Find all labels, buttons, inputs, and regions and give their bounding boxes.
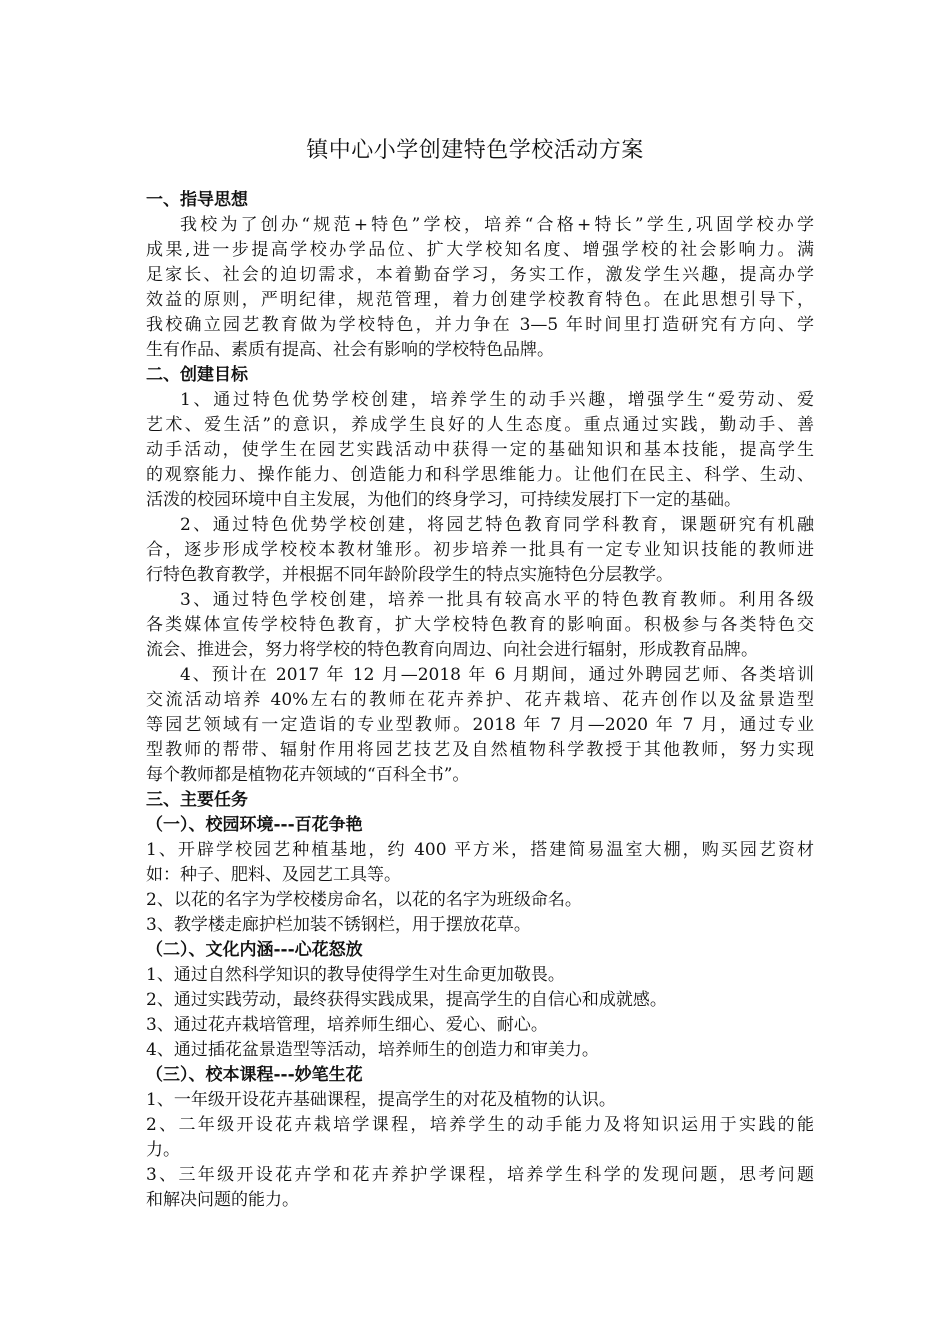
text-line: 合，逐步形成学校校本教材雏形。初步培养一批具有一定专业知识技能的教师进: [146, 540, 814, 560]
text-line: 和解决问题的能力。: [146, 1190, 299, 1210]
text-line: 2、通过实践劳动，最终获得实践成果，提高学生的自信心和成就感。: [146, 990, 667, 1010]
text-line: 各类媒体宣传学校特色教育，扩大学校特色教育的影响面。积极参与各类特色交: [146, 615, 814, 635]
text-line: 每个教师都是植物花卉领域的“百科全书”。: [146, 765, 470, 785]
text-line: 型教师的帮带、辐射作用将园艺技艺及自然植物科学教授于其他教师，努力实现: [146, 740, 814, 760]
text-line: 的观察能力、操作能力、创造能力和科学思维能力。让他们在民主、科学、生动、: [146, 465, 814, 485]
document-title: 镇中心小学创建特色学校活动方案: [306, 138, 644, 163]
text-line: 行特色教育教学，并根据不同年龄阶段学生的特点实施特色分层教学。: [146, 565, 673, 585]
text-line: 成果,进一步提高学校办学品位、扩大学校知名度、增强学校的社会影响力。满: [146, 240, 814, 260]
text-line: 我校确立园艺教育做为学校特色，并力争在 3—5 年时间里打造研究有方向、学: [146, 315, 814, 335]
text-line: 1、一年级开设花卉基础课程，提高学生的对花及植物的认识。: [146, 1090, 616, 1110]
section-heading: 三、主要任务: [146, 790, 248, 810]
document-body: [146, 188, 814, 1213]
text-line: 4、通过插花盆景造型等活动，培养师生的创造力和审美力。: [146, 1040, 599, 1060]
text-line: 流会、推进会，努力将学校的特色教育向周边、向社会进行辐射，形成教育品牌。: [146, 640, 758, 660]
text-line: 2、二年级开设花卉栽培学课程，培养学生的动手能力及将知识运用于实践的能: [146, 1115, 814, 1135]
text-line: 3、通过特色学校创建，培养一批具有较高水平的特色教育教师。利用各级: [180, 590, 814, 610]
text-line: 效益的原则，严明纪律，规范管理，着力创建学校教育特色。在此思想引导下，: [146, 290, 814, 310]
text-line: 我校为了创办“规范+特色”学校，培养“合格+特长”学生,巩固学校办学: [180, 215, 814, 235]
text-line: 生有作品、素质有提高、社会有影响的学校特色品牌。: [146, 340, 554, 360]
text-line: 3、通过花卉栽培管理，培养师生细心、爱心、耐心。: [146, 1015, 548, 1035]
text-line: 交流活动培养 40%左右的教师在花卉养护、花卉栽培、花卉创作以及盆景造型: [146, 690, 814, 710]
text-line: 动手活动，使学生在园艺实践活动中获得一定的基础知识和基本技能，提高学生: [146, 440, 814, 460]
text-line: 艺术、爱生活”的意识，养成学生良好的人生态度。重点通过实践，勤动手、善: [146, 415, 814, 435]
text-line: 1、开辟学校园艺种植基地，约 400 平方米，搭建简易温室大棚，购买园艺资材: [146, 840, 814, 860]
section-heading: （三）、校本课程---妙笔生花: [146, 1065, 363, 1085]
section-heading: 二、创建目标: [146, 365, 248, 385]
section-heading: （一）、校园环境---百花争艳: [146, 815, 363, 835]
text-line: 活泼的校园环境中自主发展，为他们的终身学习，可持续发展打下一定的基础。: [146, 490, 741, 510]
section-heading: （二）、文化内涵---心花怒放: [146, 940, 363, 960]
text-line: 如：种子、肥料、及园艺工具等。: [146, 865, 401, 885]
text-line: 1、通过自然科学知识的教导使得学生对生命更加敬畏。: [146, 965, 565, 985]
text-line: 3、三年级开设花卉学和花卉养护学课程，培养学生科学的发现问题，思考问题: [146, 1165, 814, 1185]
text-line: 力。: [146, 1140, 180, 1160]
text-line: 2、通过特色优势学校创建，将园艺特色教育同学科教育，课题研究有机融: [180, 515, 814, 535]
text-line: 3、教学楼走廊护栏加装不锈钢栏，用于摆放花草。: [146, 915, 531, 935]
text-line: 2、以花的名字为学校楼房命名，以花的名字为班级命名。: [146, 890, 582, 910]
text-line: 1、通过特色优势学校创建，培养学生的动手兴趣，增强学生“爱劳动、爱: [180, 390, 814, 410]
text-line: 足家长、社会的迫切需求，本着勤奋学习，务实工作，激发学生兴趣，提高办学: [146, 265, 814, 285]
text-line: 4、预计在 2017 年 12 月—2018 年 6 月期间，通过外聘园艺师、各类培训: [180, 665, 814, 685]
text-line: 等园艺领域有一定造诣的专业型教师。2018 年 7 月—2020 年 7 月，通过专业: [146, 715, 814, 735]
section-heading: 一、指导思想: [146, 190, 248, 210]
